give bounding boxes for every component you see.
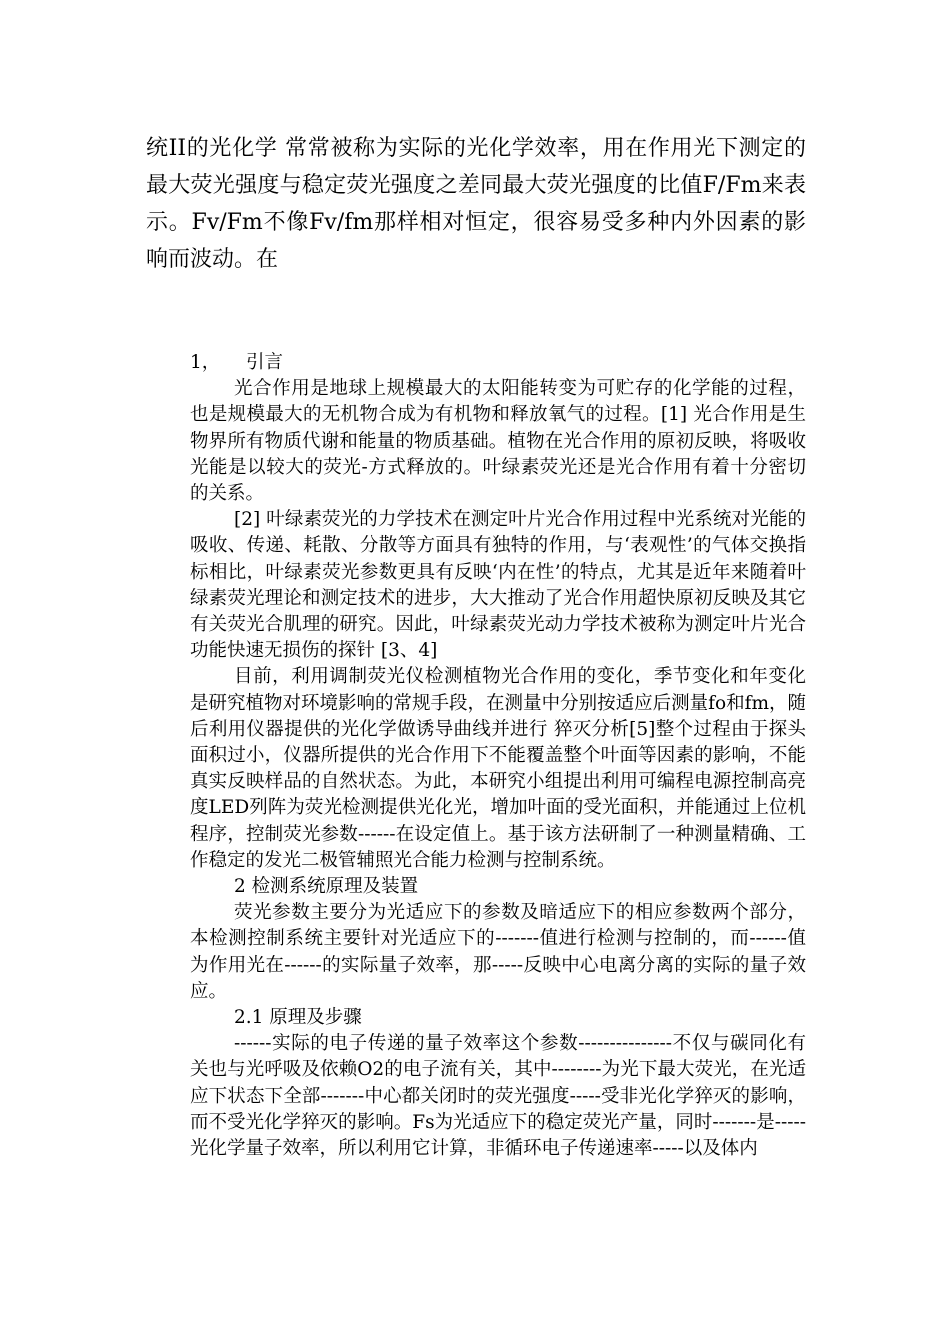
section-1-paragraph-1: 光合作用是地球上规模最大的太阳能转变为可贮存的化学能的过程，也是规模最大的无机物合成为有机物和释放氧气的过程。[1] 光合作用是生物界所有物质代谢和能量的物质基础。植物在光合作用的原初反映，将吸收光能是以较大的荧光-方式释放的。叶绿素荧光还是光合作用有着十分密切的关系。 — [190, 378, 806, 505]
section-1-paragraph-3: 目前，利用调制荧光仪检测植物光合作用的变化，季节变化和年变化是研究植物对环境影响的常规手段，在测量中分别按适应后测量fo和fm，随后利用仪器提供的光化学做诱导曲线并进行 猝灭分析[5]整个过程由于探头面积过小，仪器所提供的光合作用下不能覆盖整个叶面等因素的影响，不能真实反映样品的自然状态。为此，本研究小组提出利用可编程电源控制高亮度LED列阵为荧光检测提供光化光，增加叶面的受光面积，并能通过上位机程序，控制荧光参数------在设定值上。基于该方法研制了一种测量精确、工作稳定的发光二极管辅照光合能力检测与控制系统。 — [190, 666, 806, 871]
main-text-block — [190, 350, 806, 1162]
section-2-heading: 2 检测系统原理及装置 — [234, 876, 419, 898]
top-paragraph: 统II的光化学 常常被称为实际的光化学效率，用在作用光下测定的最大荧光强度与稳定荧光强度之差同最大荧光强度的比值F/Fm来表示。Fv/Fm不像Fv/fm那样相对恒定，很容易受多种内外因素的影响而波动。在 — [146, 136, 806, 272]
section-1-heading — [190, 350, 806, 376]
section-1-title: 引言 — [246, 352, 284, 373]
section-2-1-heading: 2.1 原理及步骤 — [234, 1007, 362, 1029]
section-2-1-paragraph-1: ------实际的电子传递的量子效率这个参数---------------不仅与碳同化有关也与光呼吸及依赖O2的电子流有关，其中--------为光下最大荧光，在光适应下状态下全部-------中心都关闭时的荧光强度-----受非光化学猝灭的影响，而不受光化学猝灭的影响。Fs为光适应下的稳定荧光产量，同时-------是-----光化学量子效率，所以利用它计算，非循环电子传递速率-----以及体内 — [190, 1033, 806, 1160]
section-1-paragraph-2: [2] 叶绿素荧光的力学技术在测定叶片光合作用过程中光系统对光能的吸收、传递、耗散、分散等方面具有独特的作用，与‘表观性’的气体交换指标相比，叶绿素荧光参数更具有反映‘内在性’的特点，尤其是近年来随着叶绿素荧光理论和测定技术的进步，大大推动了光合作用超快原初反映及其它有关荧光合肌理的研究。因此，叶绿素荧光动力学技术被称为测定叶片光合功能快速无损伤的探针 [3、4] — [190, 509, 806, 662]
section-1-number: 1， — [190, 352, 221, 373]
top-text-block — [146, 130, 806, 278]
section-2-paragraph-1: 荧光参数主要分为光适应下的参数及暗适应下的相应参数两个部分，本检测控制系统主要针对光适应下的-------值进行检测与控制的，而------值为作用光在------的实际量子效率，那-----反映中心电离分离的实际的量子效应。 — [190, 902, 806, 1002]
